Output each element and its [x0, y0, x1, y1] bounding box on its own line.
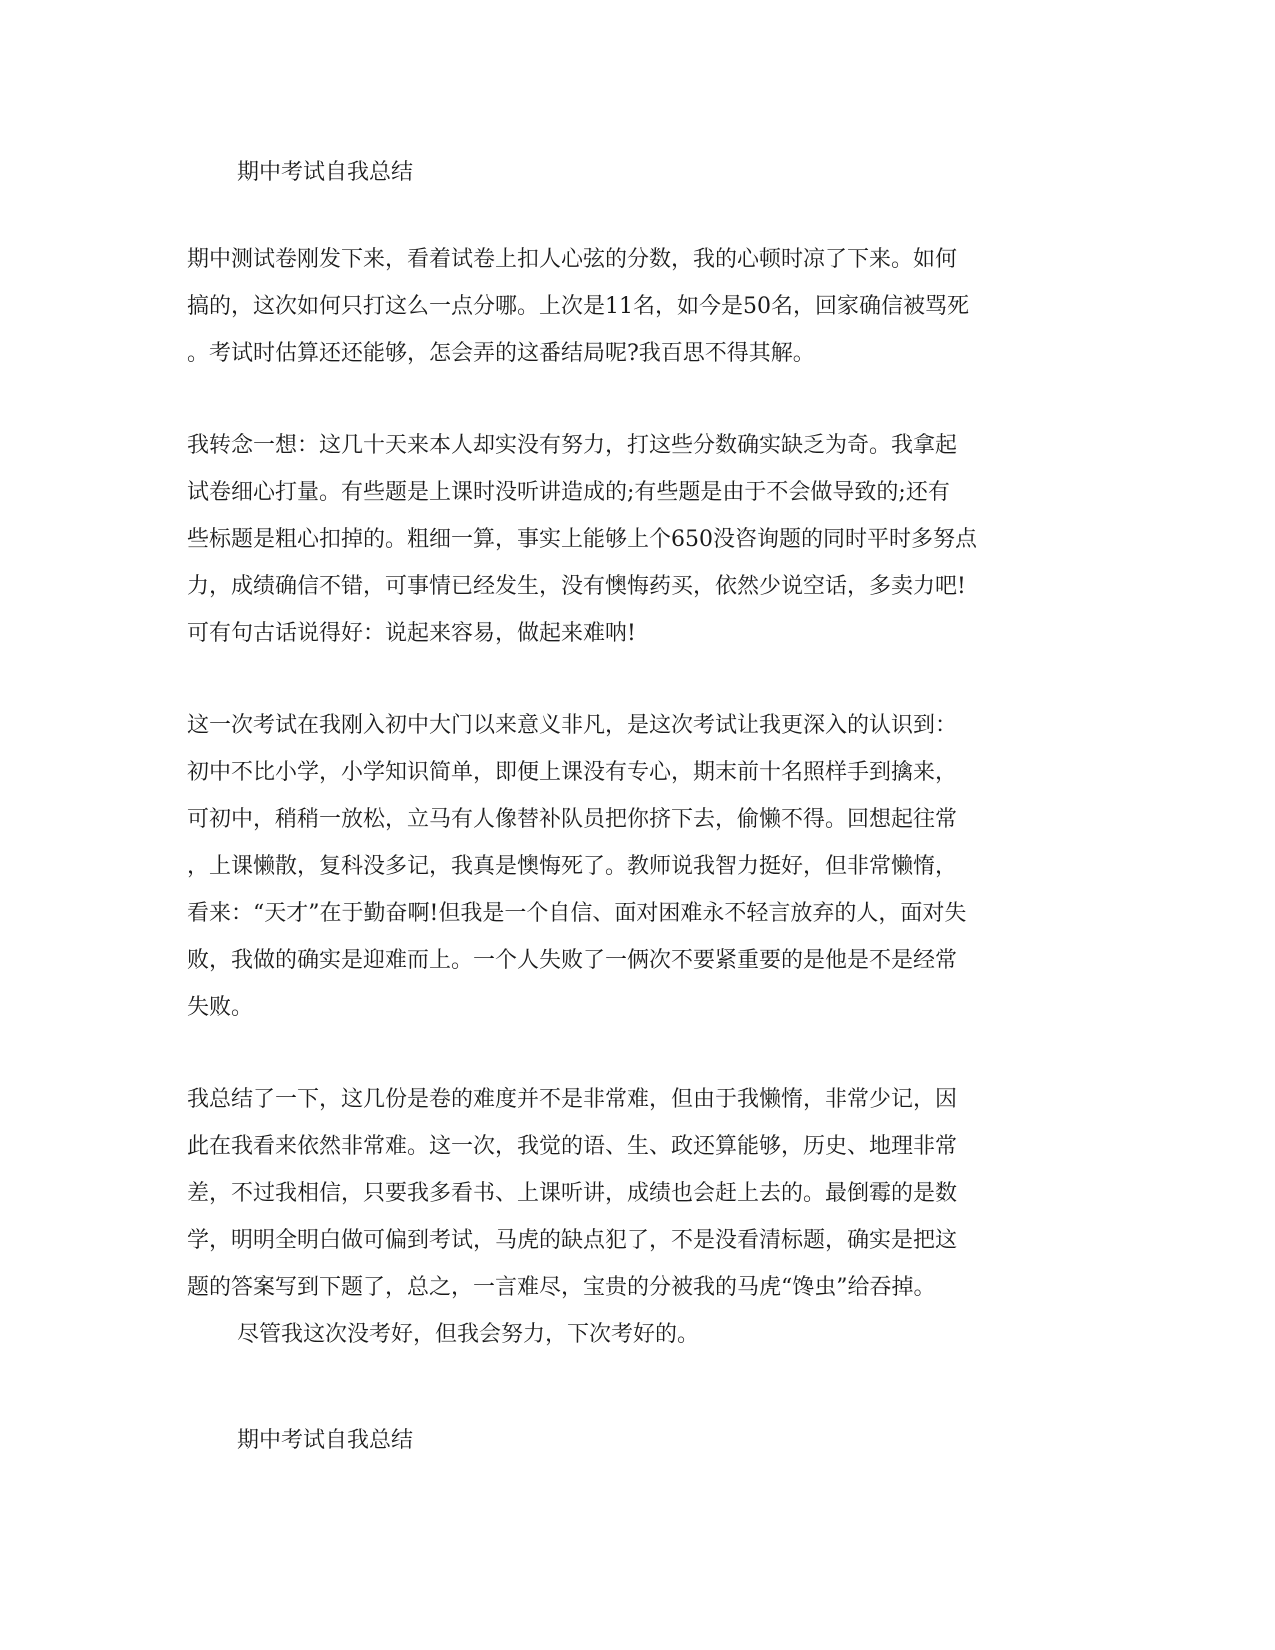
document-title: 期中考试自我总结: [237, 160, 414, 185]
paragraph-4-line-4: 学，明明全明白做可偏到考试，马虎的缺点犯了，不是没看清标题，确实是把这: [187, 1228, 958, 1253]
paragraph-3-line-3: 可初中，稍稍一放松，立马有人像替补队员把你挤下去，偷懒不得。回想起往常: [187, 807, 958, 832]
paragraph-2-line-1: 我转念一想：这几十天来本人却实没有努力，打这些分数确实缺乏为奇。我拿起: [187, 433, 958, 458]
paragraph-2-line-2: 试卷细心打量。有些题是上课时没听讲造成的;有些题是由于不会做导致的;还有: [187, 480, 950, 505]
closing-line: 尽管我这次没考好，但我会努力，下次考好的。: [237, 1322, 700, 1347]
paragraph-3-line-4: ，上课懒散，复科没多记，我真是懊悔死了。教师说我智力挺好，但非常懒惰，: [187, 854, 958, 879]
paragraph-3-line-2: 初中不比小学，小学知识简单，即便上课没有专心，期末前十名照样手到擒来，: [187, 760, 958, 785]
paragraph-3-line-6: 败，我做的确实是迎难而上。一个人失败了一俩次不要紧重要的是他是不是经常: [187, 948, 958, 973]
paragraph-2-line-4: 力，成绩确信不错，可事情已经发生，没有懊悔药买，依然少说空话，多卖力吧!: [187, 574, 966, 599]
paragraph-1-line-2: 搞的，这次如何只打这么一点分哪。上次是11名，如今是50名，回家确信被骂死: [187, 294, 969, 319]
paragraph-1-line-3: 。考试时估算还还能够，怎会弄的这番结局呢?我百思不得其解。: [187, 341, 815, 366]
paragraph-3-line-1: 这一次考试在我刚入初中大门以来意义非凡，是这次考试让我更深入的认识到：: [187, 713, 958, 738]
paragraph-3-line-7: 失败。: [187, 995, 254, 1020]
paragraph-4-line-5: 题的答案写到下题了，总之，一言难尽，宝贵的分被我的马虎“馋虫”给吞掉。: [187, 1275, 936, 1300]
paragraph-3-line-5: 看来：“天才”在于勤奋啊!但我是一个自信、面对困难永不轻言放弃的人，面对失: [187, 901, 967, 926]
paragraph-1-line-1: 期中测试卷刚发下来，看着试卷上扣人心弦的分数，我的心顿时凉了下来。如何: [187, 247, 958, 272]
paragraph-2-line-5: 可有句古话说得好：说起来容易，做起来难呐!: [187, 621, 636, 646]
paragraph-4-line-3: 差，不过我相信，只要我多看书、上课听讲，成绩也会赶上去的。最倒霉的是数: [187, 1181, 958, 1206]
paragraph-2-line-3: 些标题是粗心扣掉的。粗细一算，事实上能够上个650没咨询题的同时平时多努点: [187, 527, 977, 552]
footer-title: 期中考试自我总结: [237, 1428, 414, 1453]
paragraph-4-line-1: 我总结了一下，这几份是卷的难度并不是非常难，但由于我懒惰，非常少记，因: [187, 1087, 958, 1112]
paragraph-4-line-2: 此在我看来依然非常难。这一次，我觉的语、生、政还算能够，历史、地理非常: [187, 1134, 958, 1159]
